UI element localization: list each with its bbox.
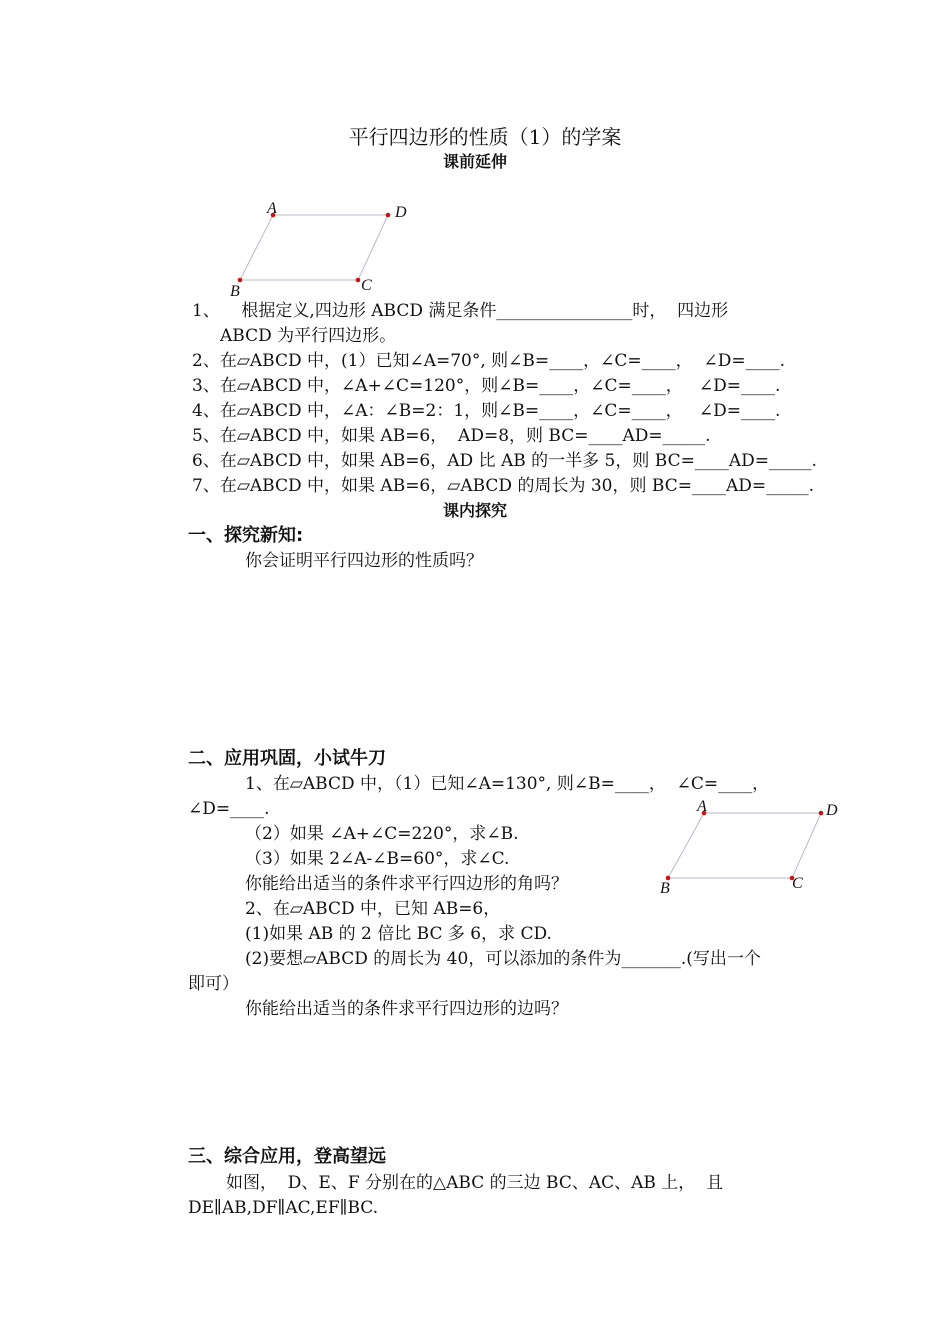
pre-question-5: 5、在▱ABCD 中，如果 AB=6， AD=8，则 BC=____AD=_____. — [192, 426, 711, 446]
part3-line-2: DE∥AB,DF∥AC,EF∥BC. — [188, 1198, 379, 1218]
section-in-class-heading: 课内探究 — [442, 501, 507, 520]
part2-line-9: 即可） — [188, 974, 239, 994]
parallelogram-edges — [240, 215, 388, 280]
part2-line-1: 1、在▱ABCD 中，（1）已知∠A=130°, 则∠B=____， ∠C=____， — [245, 774, 770, 794]
point-d — [386, 213, 391, 218]
part1-heading: 一、探究新知: — [188, 525, 304, 546]
label-a: A — [697, 798, 707, 815]
part2-line-7: (1)如果 AB 的 2 倍比 BC 多 6，求 CD. — [245, 924, 552, 944]
part3-line-1: 如图， D、E、F 分别在的△ABC 的三边 BC、AC、AB 上， 且 — [226, 1173, 724, 1193]
section-pre-class-heading: 课前延伸 — [442, 152, 507, 171]
label-d: D — [826, 802, 838, 819]
document-title: 平行四边形的性质（1）的学案 — [348, 125, 622, 149]
pre-question-1-cont: ABCD 为平行四边形。 — [220, 326, 397, 346]
pre-question-4: 4、在▱ABCD 中，∠A：∠B=2：1，则∠B=____，∠C=____， ∠D=____. — [192, 401, 781, 421]
point-b — [238, 278, 243, 283]
pre-question-7: 7、在▱ABCD 中，如果 AB=6，▱ABCD 的周长为 30，则 BC=____AD=_____. — [192, 476, 815, 496]
label-d: D — [395, 204, 407, 221]
part2-line-6: 2、在▱ABCD 中，已知 AB=6， — [245, 899, 501, 919]
part2-line-10: 你能给出适当的条件求平行四边形的边吗？ — [245, 999, 568, 1019]
part1-question: 你会证明平行四边形的性质吗？ — [245, 551, 483, 571]
pre-question-2: 2、在▱ABCD 中，(1）已知∠A=70°, 则∠B=____，∠C=____， ∠D=____. — [192, 351, 785, 371]
part3-heading: 三、综合应用，登高望远 — [188, 1146, 386, 1167]
label-c: C — [792, 875, 803, 892]
part2-heading: 二、应用巩固，小试牛刀 — [188, 748, 386, 769]
part2-line-8: (2)要想▱ABCD 的周长为 40，可以添加的条件为_______.(写出一个 — [245, 949, 761, 969]
label-b: B — [230, 283, 240, 300]
part2-line-4: （3）如果 2∠A-∠B=60°，求∠C. — [245, 849, 510, 869]
label-c: C — [361, 277, 372, 294]
point-c — [356, 278, 361, 283]
parallelogram-figure-2 — [658, 798, 843, 897]
label-a: A — [267, 200, 277, 217]
point-d — [819, 811, 824, 816]
label-b: B — [660, 880, 670, 897]
pre-question-6: 6、在▱ABCD 中，如果 AB=6，AD 比 AB 的一半多 5，则 BC=____AD=_____. — [192, 451, 817, 471]
pre-question-1: 1、 根据定义,四边形 ABCD 满足条件________________时， 四边形 — [192, 301, 729, 321]
part2-line-5: 你能给出适当的条件求平行四边形的角吗？ — [245, 874, 568, 894]
parallelogram-figure-1 — [228, 200, 413, 300]
parallelogram-edges — [668, 813, 821, 878]
part2-line-2: ∠D=____. — [188, 799, 270, 819]
part2-line-3: （2）如果 ∠A+∠C=220°，求∠B. — [245, 824, 519, 844]
pre-question-3: 3、在▱ABCD 中，∠A+∠C=120°，则∠B=____，∠C=____， ∠D=____. — [192, 376, 781, 396]
